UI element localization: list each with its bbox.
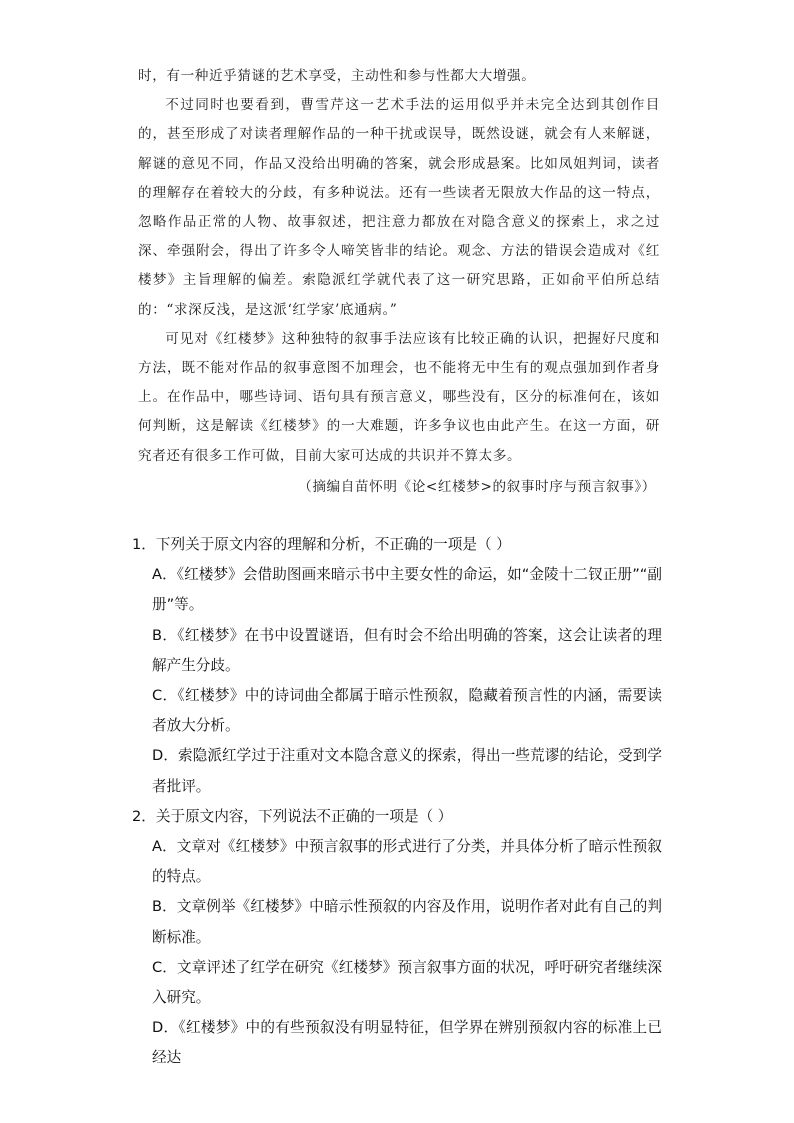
option-list	[132, 560, 662, 802]
passage-paragraph-3: 可见对《红楼梦》这种独特的叙事手法应该有比较正确的认识，把握好尺度和方法，既不能对作品的叙事意图不加理会，也不能将无中生有的观点强加到作者身上。在作品中，哪些诗词、语句具有预言意义，哪些没有，区分的标准何在，该如何判断，这是解读《红楼梦》的一大难题，许多争议也由此产生。在这一方面，研究者还有很多工作可做，目前大家可达成的共识并不算太多。	[138, 330, 660, 464]
passage-paragraph-2: 不过同时也要看到，曹雪芹这一艺术手法的运用似乎并未完全达到其创作目的，甚至形成了对读者理解作品的一种干扰或误导，既然设谜，就会有人来解谜，解谜的意见不同，作品又没给出明确的答案，就会形成悬案。比如凤姐判词，读者的理解存在着较大的分歧，有多种说法。还有一些读者无限放大作品的这一特点，忽略作品正常的人物、故事叙述，把注意力都放在对隐含意义的探索上，求之过深、牵强附会，得出了许多令人啼笑皆非的结论。观念、方法的错误会造成对《红楼梦》主旨理解的偏差。索隐派红学就代表了这一研究思路，正如俞平伯所总结的：“求深反浅，是这派‘红学家’底通病。”	[138, 97, 660, 318]
option-b[interactable]: B．《红楼梦》在书中设置谜语，但有时会不给出明确的答案，这会让读者的理解产生分歧。	[152, 626, 662, 674]
option-c[interactable]: C．文章评述了红学在研究《红楼梦》预言叙事方面的状况，呼吁研究者继续深入研究。	[152, 958, 662, 1007]
question-2	[132, 802, 662, 1074]
passage-source-citation: （摘编自苗怀明《论<红楼梦>的叙事时序与预言叙事》）	[298, 478, 656, 495]
question-stem: 1．下列关于原文内容的理解和分析，不正确的一项是（ ）	[132, 536, 511, 553]
option-a[interactable]: A．文章对《红楼梦》中预言叙事的形式进行了分类，并具体分析了暗示性预叙的特点。	[152, 838, 662, 886]
option-d[interactable]: D．索隐派红学过于注重对文本隐含意义的探索，得出一些荒谬的结论，受到学者批评。	[152, 747, 662, 795]
reading-passage	[138, 62, 660, 502]
question-list	[132, 530, 662, 1074]
option-list	[132, 832, 662, 1074]
option-d[interactable]: D．《红楼梦》中的有些预叙没有明显特征，但学界在辨别预叙内容的标准上已经达	[152, 1019, 662, 1067]
option-c[interactable]: C．《红楼梦》中的诗词曲全都属于暗示性预叙，隐藏着预言性的内涵，需要读者放大分析。	[152, 687, 662, 735]
question-stem: 2．关于原文内容，下列说法不正确的一项是（ ）	[132, 807, 453, 825]
option-b[interactable]: B．文章例举《红楼梦》中暗示性预叙的内容及作用，说明作者对此有自己的判断标准。	[152, 898, 662, 946]
option-a[interactable]: A．《红楼梦》会借助图画来暗示书中主要女性的命运，如“金陵十二钗正册”“副册”等。	[152, 566, 662, 614]
question-1	[132, 530, 662, 802]
passage-paragraph-1: 时，有一种近乎猜谜的艺术享受，主动性和参与性都大大增强。	[138, 68, 536, 84]
